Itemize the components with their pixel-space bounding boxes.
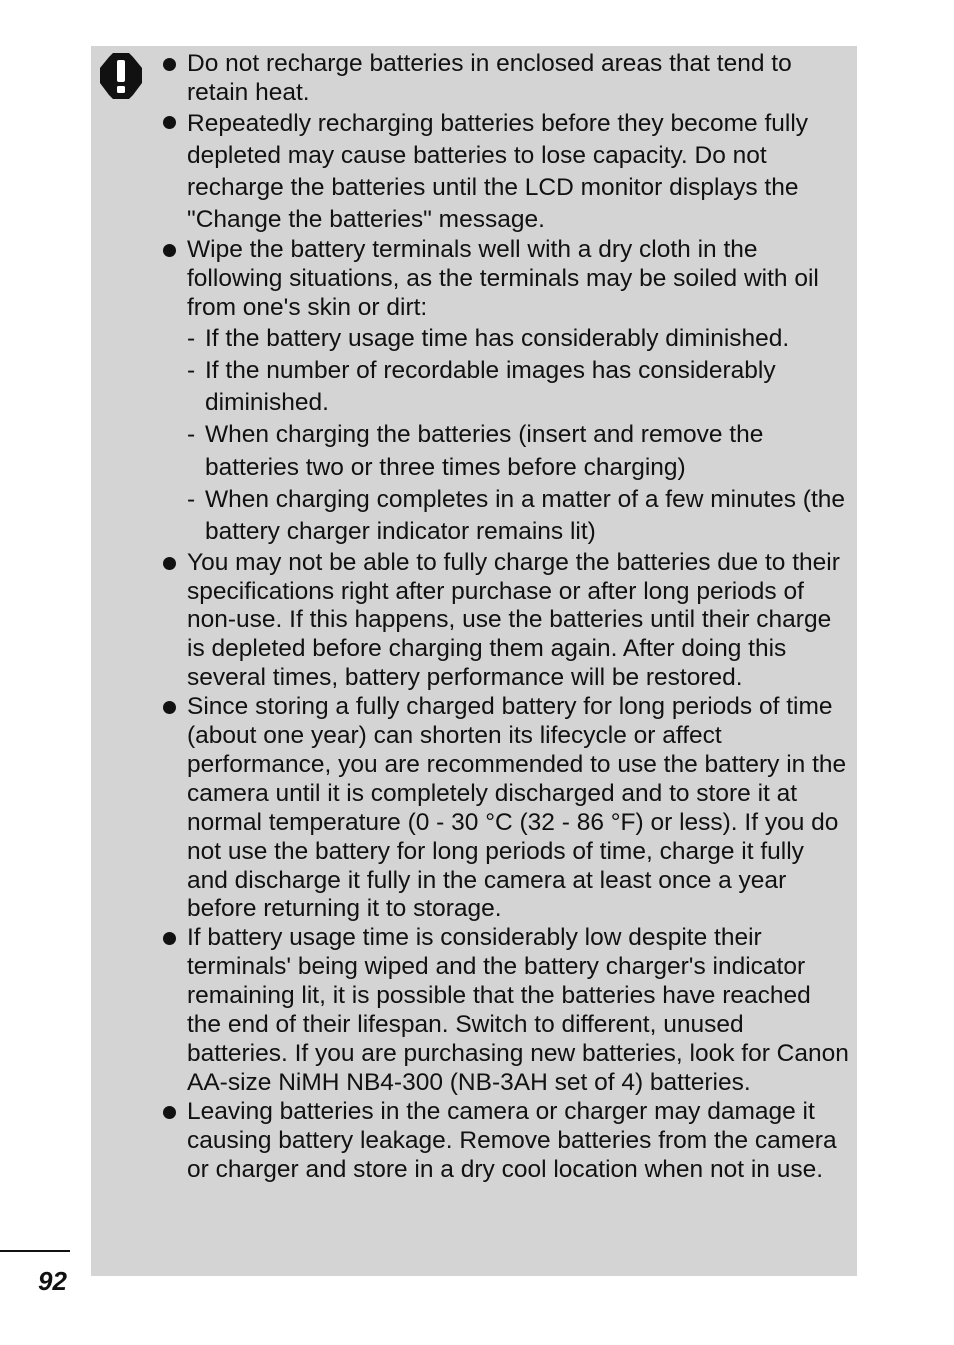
sub-item — [187, 323, 849, 355]
sub-item — [187, 355, 849, 420]
exclamation-caution-icon — [99, 52, 143, 100]
note-text: If battery usage time is considerably low despite their terminals' being wiped and the battery charger's indicator remaining lit, it is possible that the batteries have reached the end of their lifespan. Switch to different, unused batteries. If you are purchasing new batteries, look for Canon AA-size NiMH NB4-300 (NB-3AH set of 4) batteries. — [187, 924, 849, 1096]
note-text: Repeatedly recharging batteries before they become fully depleted may cause batteries to lose capacity. Do not recharge the batteries until the LCD monitor displays the "Change the batteries" message. — [187, 109, 809, 233]
sub-item-text: When charging the batteries (insert and remove the batteries two or three times before charging) — [205, 421, 764, 481]
bullet-icon — [163, 932, 176, 945]
wipe-situations-list — [187, 323, 849, 549]
note-text: Since storing a fully charged battery for long periods of time (about one year) can shorten its lifecycle or affect performance, you are recommended to use the battery in the camera until it is completely discharged and to store it at normal temperature (0 - 30 °C (32 - 86 °F) or less). If you do not use the battery for long periods of time, charge it fully and discharge it fully in the camera at least once a year before returning it to storage. — [187, 693, 847, 923]
bullet-icon — [163, 116, 176, 129]
note-battery-leakage — [159, 1098, 849, 1185]
note-long-term-storage — [159, 693, 849, 924]
note-wipe-terminals — [159, 236, 849, 549]
bullet-icon — [163, 557, 176, 570]
sub-item-text: If the battery usage time has considerably diminished. — [205, 324, 790, 352]
dash-marker: - — [187, 324, 196, 352]
bullet-icon — [163, 58, 176, 71]
note-recharge-enclosed — [159, 50, 849, 108]
sub-item-text: When charging completes in a matter of a few minutes (the battery charger indicator remains lit) — [205, 486, 846, 546]
note-text: Wipe the battery terminals well with a dry cloth in the following situations, as the terminals may be soiled with oil from one's skin or dirt: — [187, 235, 819, 321]
sub-item — [187, 484, 849, 549]
note-initial-charge — [159, 549, 849, 694]
caution-box — [91, 46, 857, 1276]
note-text: Leaving batteries in the camera or charger may damage it causing battery leakage. Remove batteries from the camera or charger and store in a dry cool location when not in use. — [187, 1097, 837, 1183]
note-end-of-lifespan — [159, 924, 849, 1097]
note-repeated-recharging — [159, 108, 849, 236]
dash-marker: - — [187, 356, 196, 384]
bullet-icon — [163, 701, 176, 714]
sub-item — [187, 419, 849, 484]
note-text: You may not be able to fully charge the batteries due to their specifications right after purchase or after long periods of non-use. If this happens, use the batteries until their charge is depleted before charging them again. After doing this several times, battery performance will be restored. — [187, 548, 840, 692]
dash-marker: - — [187, 486, 196, 514]
bullet-icon — [163, 244, 176, 257]
dash-marker: - — [187, 421, 196, 449]
page-number-rule — [0, 1250, 70, 1252]
note-text: Do not recharge batteries in enclosed areas that tend to retain heat. — [187, 50, 792, 106]
sub-item-text: If the number of recordable images has considerably diminished. — [205, 356, 776, 417]
caution-notes — [159, 50, 849, 1185]
page-number: 92 — [38, 1266, 67, 1296]
bullet-icon — [163, 1106, 176, 1119]
